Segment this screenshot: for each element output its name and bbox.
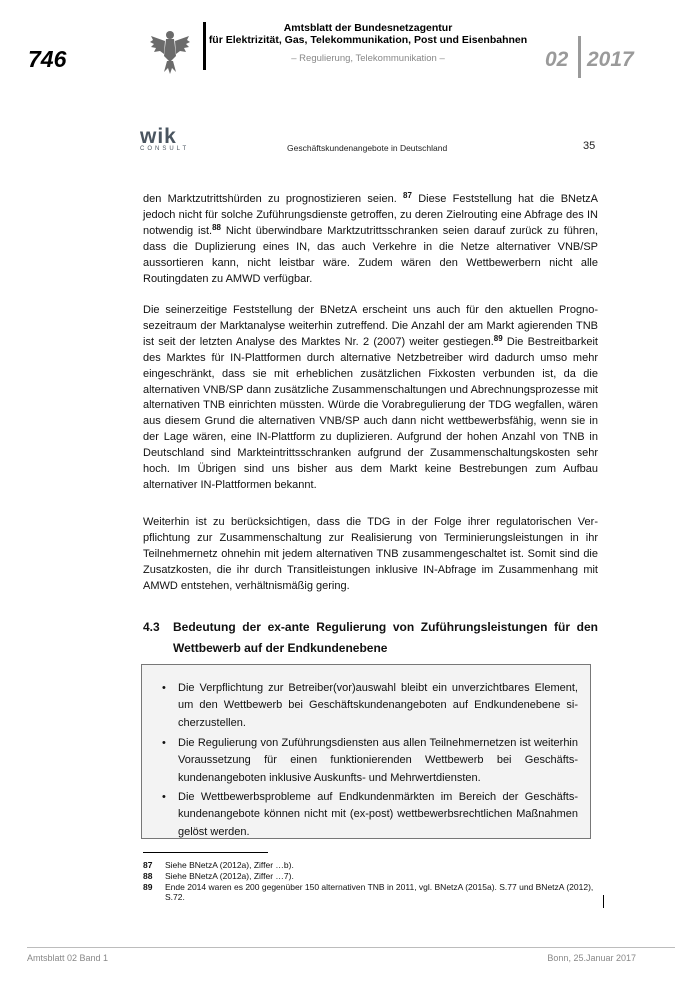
summary-box [141,664,591,839]
gazette-title-line1: Amtsblatt der Bundesnetzagentur [283,22,453,34]
footnote-87: 87 Siehe BNetzA (2012a), Ziffer …b). [143,860,294,870]
paragraph-1: den Marktzutrittshürden zu prognostizieren seien. $^{87}$ Diese Feststellung hat die BNetzA jedoch nicht für solche Zuführungsdienste getroffen, zu deren Zielrouting eine Abfrage des IN notwendig ist.$^{88}$ Nicht überwindbare Marktzutrittsschranken seien darauf zurück zu führen, dass die Duplizierung eines IN, das auch Verkehre in die Netze alternativer VNB/SP aussortieren kann, nicht leistbar wäre. Zudem wären den Wettbewerbern nicht alle Routingdaten zu AMWD verfügbar. [143,191,599,285]
paragraph-2: Die seinerzeitige Feststellung der BNetzA erscheint uns auch für den aktuellen Prognosezeitraum der Marktanalyse weiterhin zutreffend. Die Anzahl der am Markt agierenden TNB ist seit der letzten Analyse des Marktes Nr. 2 (2007) weiter gestiegen.$^{89}$ Die Bestreitbarkeit des Marktes für IN-Plattformen durch alternative Netzbetreiber wird dadurch umso mehr eingeschränkt, dass sie mit erheblichen zusätzlichen Fixkosten verbunden ist, da die alternativen VNB/SP dann zusätzliche Zusammenschaltungen und Abrechnungsprozesse mit alternativen TNB einrichten müssten. Würde die Vorabregulierung der TDG wegfallen, wären aus diesem Grund die alternativen VNB/SP auch dann nicht wettbewerbsfähig, wenn sie in der Lage wären, eine IN-Plattform zu duplizieren. Aufgrund der hohen Anzahl von TNB in Deutschland sind Markteintrittsschranken aufgrund der Zusammenschaltungskosten sehr hoch. Im Übrigen sind uns bisher aus dem Markt keine Bestrebungen zum Aufbau alternativer IN-Plattformen bekannt. [143,304,598,491]
issue-number: 02 [545,48,569,71]
gazette-title-line2: für Elektrizität, Gas, Telekommunikation, Post und Eisenbahnen [208,34,528,46]
footnote-ref-89[interactable]: 89 [493,333,503,343]
change-bar [603,895,604,908]
logo-text: wik [140,125,177,148]
footnote-88: 88 Siehe BNetzA (2012a), Ziffer …7). [143,870,294,881]
footnotes [143,860,598,903]
section-heading [143,617,598,659]
footnote-divider [143,852,268,853]
section-title: Bedeutung der ex-ante Regulierung von Zuführungsleistungen für den Wettbewerb auf der Endkundenebene [173,620,598,655]
bullet-icon: • [162,737,166,749]
summary-item: • Die Wettbewerbsprobleme auf Endkundenmärkten im Bereich der Geschäftskundenangebote können nicht mit (ex-post) wettbewerbsrechtlichen Maßnahmen gelöst werden. [162,791,578,838]
page-number: 746 [28,46,67,72]
footer-publication: Amtsblatt 02 Band 1 [27,953,109,963]
bullet-icon: • [162,682,166,694]
paragraph-3: Weiterhin ist zu berücksichtigen, dass die TDG in der Folge ihrer regulatorischen Verpflichtung zur Zusammenschaltung zur Realisierung von Terminierungsleistungen in ihr Teilnehmernetz ohnehin mit jedem alternativen TNB zusammengeschaltet ist. Somit sind die Zusatzkosten, die ihr durch Transitleistungen inklusive IN-Abfrage im Zusammenhang mit AMWD entstehen, verhältnismäßig gering. [143,516,598,592]
bullet-icon: • [162,791,166,803]
report-title: Geschäftskundenangebote in Deutschland [287,143,448,153]
gazette-subtitle: – Regulierung, Telekommunikation – [291,53,445,64]
summary-item: • Die Regulierung von Zuführungsdiensten aus allen Teilnehmernetzen ist weiterhin Voraussetzung für einen funktionierenden Wettbewerb bei Geschäftskundenangeboten inklusive Auskunfts- und Mehrwertdiensten. [162,737,578,784]
issue-divider [578,36,581,78]
footer-date: Bonn, 25.Januar 2017 [547,953,636,963]
logo-subtext: CONSULT [140,146,190,152]
gazette-title-block [208,22,528,64]
header-divider [203,22,206,70]
federal-eagle-icon [148,26,192,76]
footnote-89: 89 Ende 2014 waren es 200 gegenüber 150 alternativen TNB in 2011, vgl. BNetzA (2015a). S.77 und BNetzA (2012), S.72. [143,881,594,903]
wik-consult-logo [140,125,189,152]
summary-item: • Die Verpflichtung zur Betreiber(vor)auswahl bleibt ein unverzichtbares Element, um den Wettbewerb bei Geschäftskundenangeboten auf Endkundenebene sicherzustellen. [162,682,578,729]
issue-year: 2017 [587,48,634,71]
footnote-ref-87[interactable]: 87 [403,191,412,200]
report-page-number: 35 [583,140,596,152]
section-number: 4.3 [143,620,160,634]
footer-divider [27,947,675,948]
footnote-ref-88[interactable]: 88 [212,222,221,232]
